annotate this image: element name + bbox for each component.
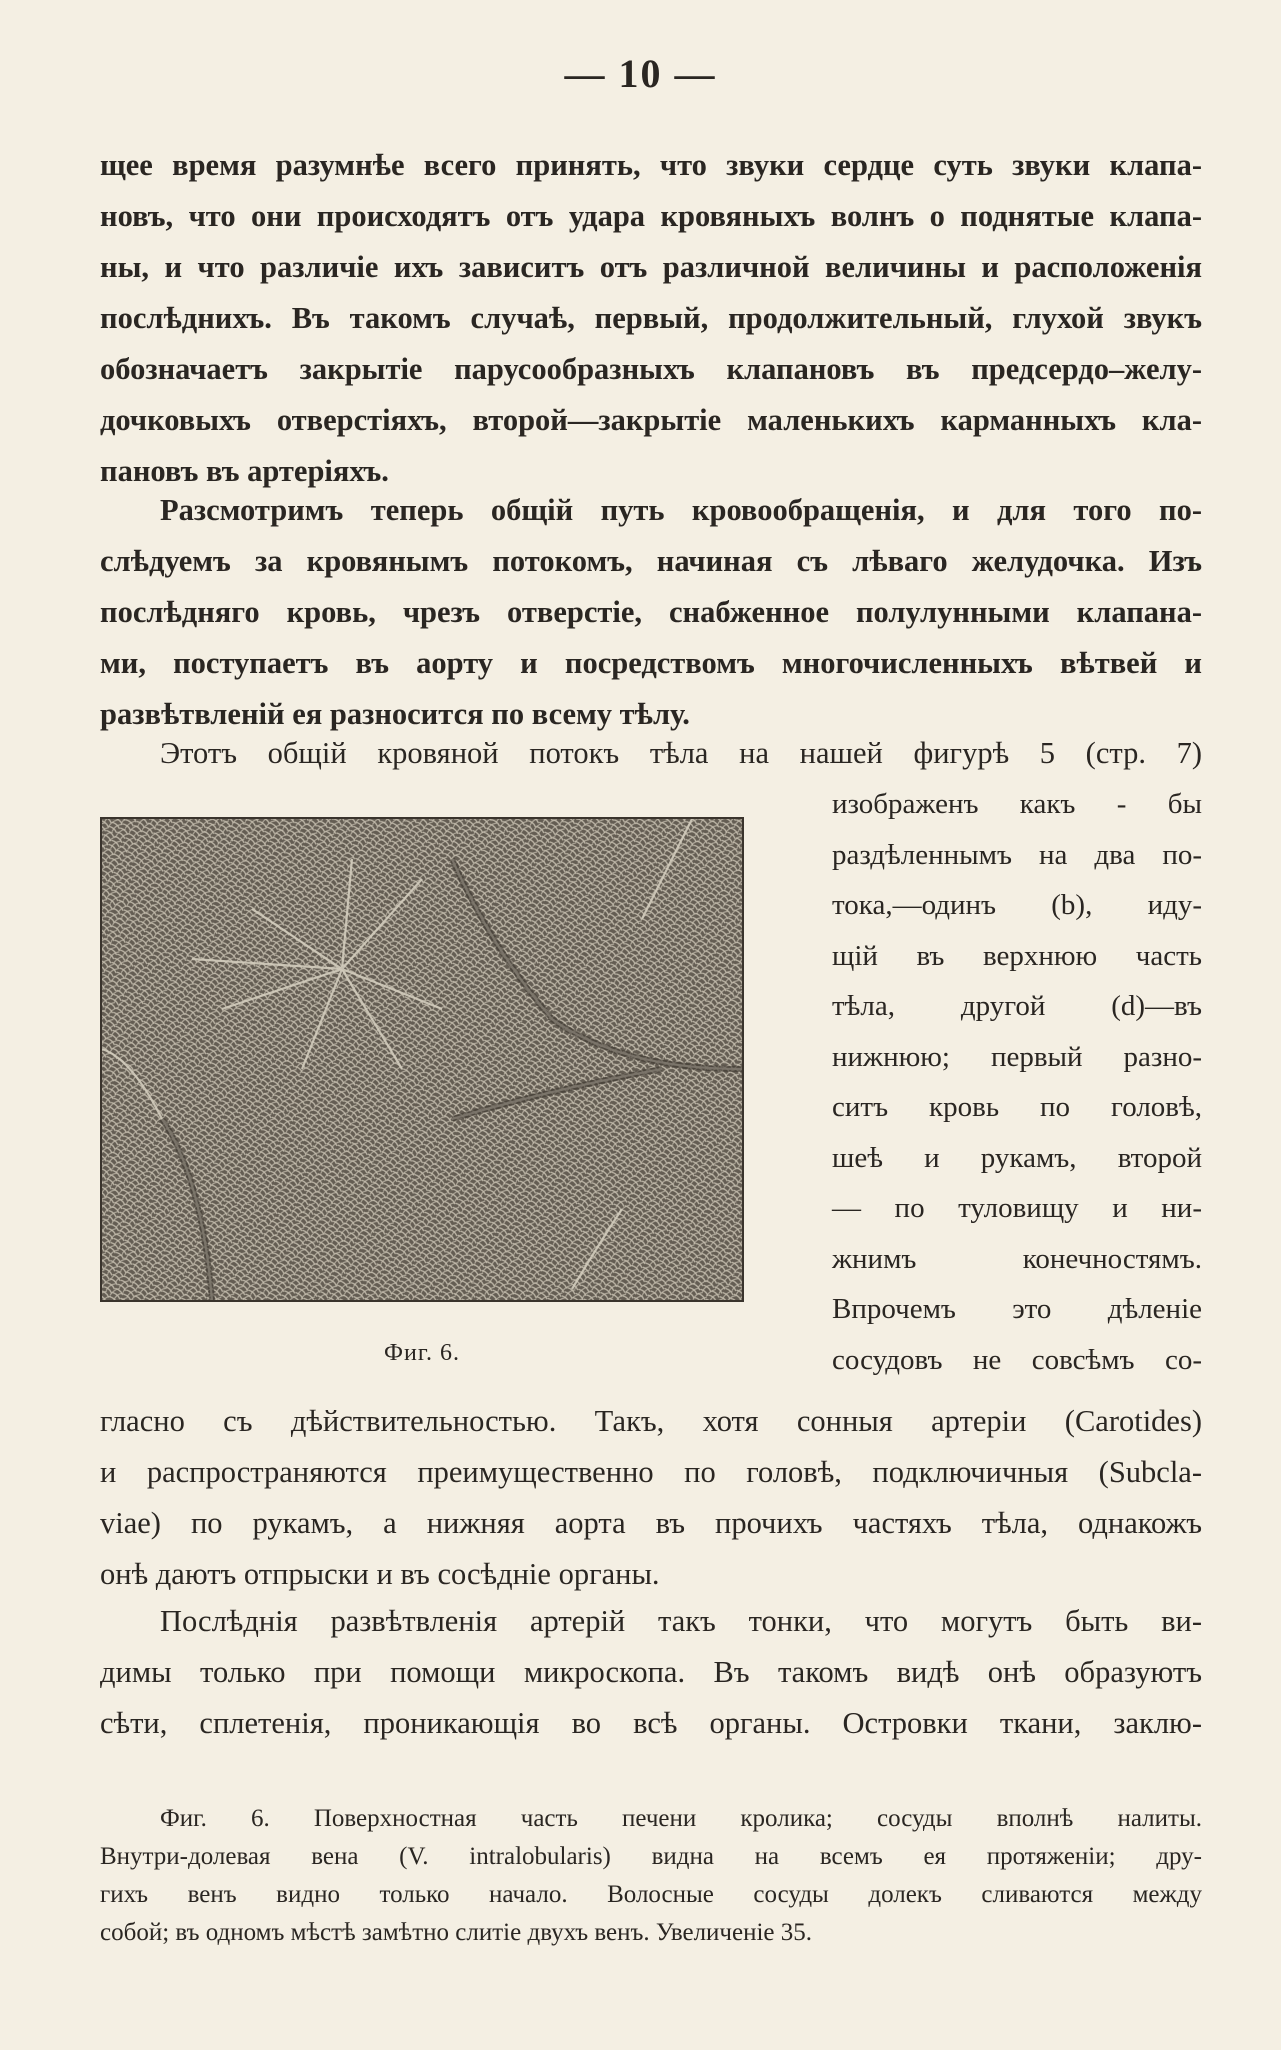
- text-line: Послѣднія развѣтвленія артерій такъ тонки, что могутъ быть ви-: [160, 1604, 1202, 1638]
- paragraph-blood-stream-first-line: [100, 728, 1202, 779]
- text-line: Разсмотримъ теперь общій путь кровообращенія, и для того по-: [160, 493, 1202, 527]
- text-line: и распространяются преимущественно по головѣ, подключичныя (Subcla-: [100, 1455, 1202, 1489]
- text-line: раздѣленнымъ на два по-: [832, 838, 1202, 871]
- text-line: жнимъ конечностямъ.: [832, 1242, 1202, 1275]
- footnote-line: Фиг. 6. Поверхностная часть печени кролика; сосуды вполнѣ налиты.: [160, 1805, 1202, 1832]
- text-line: обозначаетъ закрытіе парусообразныхъ клапановъ въ предсердо–желу-: [100, 352, 1202, 386]
- text-line: сѣти, сплетенія, проникающія во всѣ органы. Островки ткани, заклю-: [100, 1706, 1202, 1740]
- paragraph-capillaries: [100, 1596, 1202, 1749]
- text-line: гласно съ дѣйствительностью. Такъ, хотя сонныя артеріи (Carotides): [100, 1404, 1202, 1438]
- paragraph-blood-stream-rest: [100, 1396, 1202, 1600]
- text-line: Этотъ общій кровяной потокъ тѣла на нашей фигурѣ 5 (стр. 7): [160, 736, 1202, 770]
- figure-footnote: [100, 1800, 1202, 1952]
- text-line: тока,—одинъ (b), иду-: [832, 889, 1202, 921]
- text-line: онѣ даютъ отпрыски и въ сосѣдніе органы.: [100, 1557, 660, 1591]
- paragraph-circulation-path: [100, 485, 1202, 740]
- text-line: изображенъ какъ - бы: [832, 788, 1202, 820]
- text-line: шеѣ и рукамъ, второй: [832, 1141, 1202, 1174]
- text-line: дочковыхъ отверстіяхъ, второй—закрытіе маленькихъ карманныхъ кла-: [100, 403, 1202, 437]
- text-line: — по туловищу и ни-: [832, 1192, 1202, 1224]
- text-line: тѣла, другой (d)—въ: [832, 990, 1202, 1022]
- footnote-line: Внутри-долевая вена (V. intralobularis) видна на всемъ ея протяженіи; дру-: [100, 1843, 1202, 1870]
- text-line: нижнюю; первый разно-: [832, 1040, 1202, 1073]
- text-line: развѣтвленій ея разносится по всему тѣлу.: [100, 697, 690, 731]
- text-line: димы только при помощи микроскопа. Въ такомъ видѣ онѣ образуютъ: [100, 1655, 1202, 1689]
- text-line: ми, поступаетъ въ аорту и посредствомъ многочисленныхъ вѣтвей и: [100, 646, 1202, 680]
- text-line: послѣдняго кровь, чрезъ отверстіе, снабженное полулунными клапана-: [100, 595, 1202, 629]
- text-line: Впрочемъ это дѣленіе: [832, 1293, 1202, 1325]
- text-line: viae) по рукамъ, а нижняя аорта въ прочихъ частяхъ тѣла, однакожъ: [100, 1506, 1202, 1540]
- footnote-line: гихъ венъ видно только начало. Волосные сосуды долекъ сливаются между: [100, 1881, 1202, 1908]
- text-line: ны, и что различіе ихъ зависитъ отъ различной величины и расположенія: [100, 250, 1202, 284]
- text-line: ситъ кровь по головѣ,: [832, 1091, 1202, 1123]
- figure-label: Фиг. 6.: [384, 1340, 460, 1366]
- text-line: сосудовъ не совсѣмъ со-: [832, 1343, 1202, 1376]
- figure-6-liver-engraving: [100, 817, 744, 1302]
- text-line: новъ, что они происходятъ отъ удара кровяныхъ волнъ о поднятые клапа-: [100, 199, 1202, 233]
- text-line: щее время разумнѣе всего принять, что звуки сердце суть звуки клапа-: [100, 148, 1202, 182]
- page-number: — 10 —: [564, 51, 717, 96]
- text-line: пановъ въ артеріяхъ.: [100, 454, 389, 488]
- text-line: щій въ верхнюю часть: [832, 939, 1202, 972]
- text-line: слѣдуемъ за кровянымъ потокомъ, начиная съ лѣваго желудочка. Изъ: [100, 544, 1202, 578]
- text-line: послѣднихъ. Въ такомъ случаѣ, первый, продолжительный, глухой звукъ: [100, 301, 1202, 335]
- paragraph-blood-stream-wrapped: [832, 779, 1202, 1385]
- footnote-line: собой; въ одномъ мѣстѣ замѣтно слитіе двухъ венъ. Увеличеніе 35.: [100, 1919, 813, 1946]
- paragraph-heart-sounds: [100, 140, 1202, 497]
